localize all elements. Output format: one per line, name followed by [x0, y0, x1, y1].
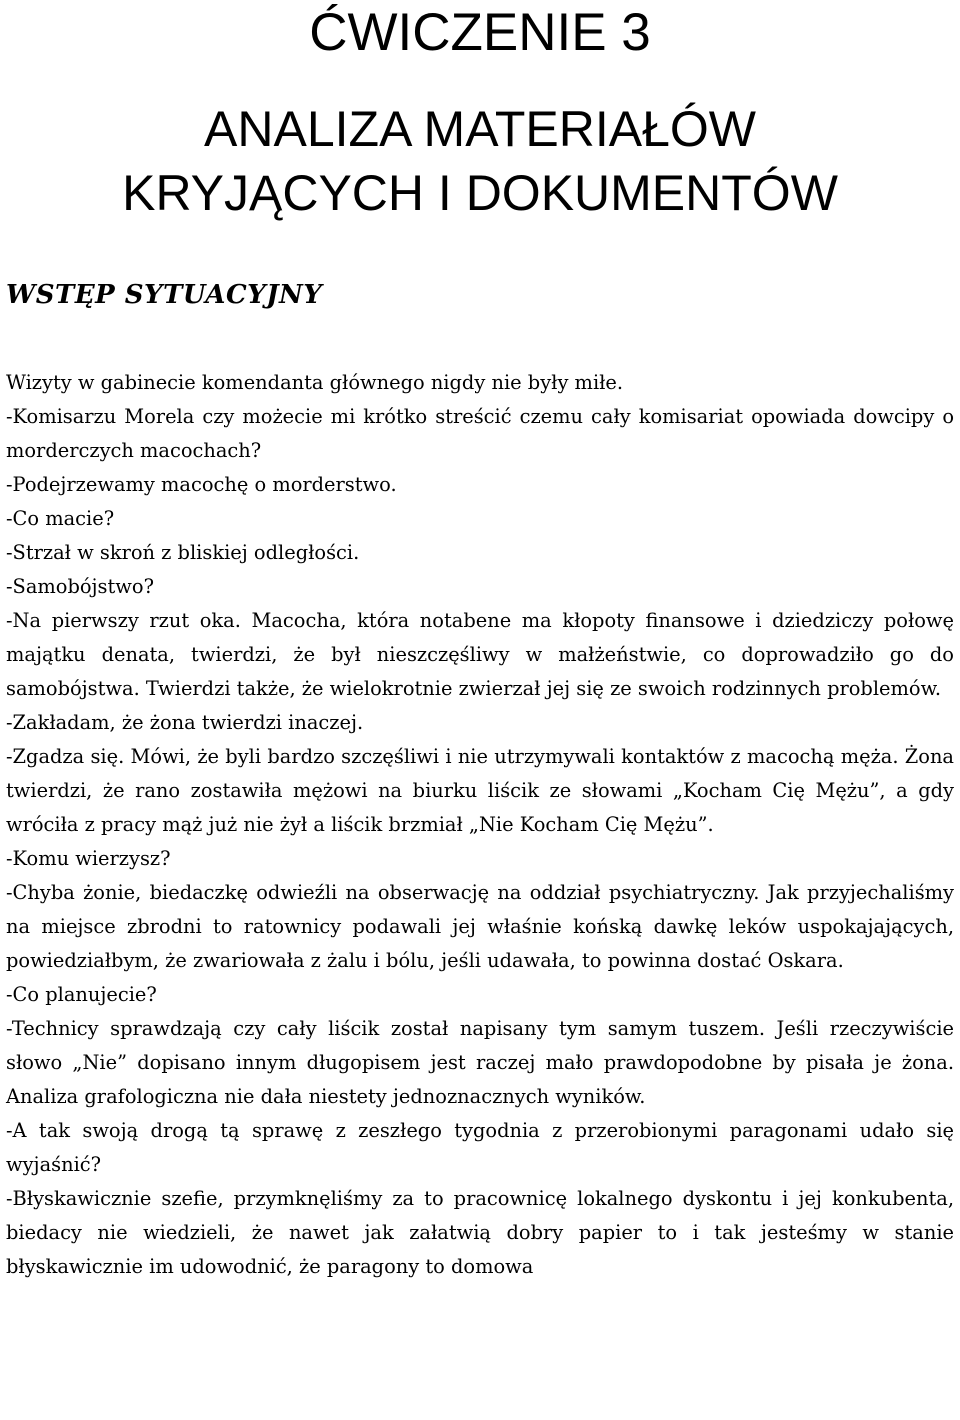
- document-subtitle-line-1: ANALIZA MATERIAŁÓW: [204, 101, 756, 157]
- paragraph-dialogue: -Podejrzewamy macochę o morderstwo.: [6, 473, 397, 496]
- paragraph-dialogue: -Komisarzu Morela czy możecie mi krótko streścić czemu cały komisariat opowiada dowcipy o morderczych macochach?: [6, 405, 954, 462]
- paragraph-dialogue: -Komu wierzysz?: [6, 847, 171, 870]
- paragraph-dialogue: -Chyba żonie, biedaczkę odwieźli na obserwację na oddział psychiatryczny. Jak przyjechaliśmy na miejsce zbrodni to ratownicy podawali jej właśnie końską dawkę leków uspokajających, powiedziałbym, że zwariowała z żalu i bólu, jeśli udawała, to powinna dostać Oskara.: [6, 881, 954, 972]
- paragraph-dialogue: -Technicy sprawdzają czy cały liścik został napisany tym samym tuszem. Jeśli rzeczywiście słowo „Nie” dopisano innym długopisem jest raczej mało prawdopodobne by pisała je żona. Analiza grafologiczna nie dała niestety jednoznacznych wyników.: [6, 1017, 954, 1108]
- paragraph-intro: Wizyty w gabinecie komendanta głównego nigdy nie były miłe.: [6, 371, 624, 394]
- paragraph-dialogue: -Błyskawicznie szefie, przymknęliśmy za to pracownicę lokalnego dyskontu i jej konkubenta, biedacy nie wiedzieli, że nawet jak załatwią dobry papier to i tak jesteśmy w stanie błyskawicznie im udowodnić, że paragony to domowa: [6, 1187, 954, 1278]
- section-heading: WSTĘP SYTUACYJNY: [6, 280, 323, 310]
- document-title: ĆWICZENIE 3: [309, 3, 651, 62]
- paragraph-dialogue: -Co macie?: [6, 507, 115, 530]
- paragraph-dialogue: -Na pierwszy rzut oka. Macocha, która notabene ma kłopoty finansowe i dziedziczy połowę majątku denata, twierdzi, że był nieszczęśliwy w małżeństwie, co doprowadziło go do samobójstwa. Twierdzi także, że wielokrotnie zwierzał jej się ze swoich rodzinnych problemów.: [6, 609, 954, 700]
- paragraph-dialogue: -Co planujecie?: [6, 983, 157, 1006]
- paragraph-dialogue: -Strzał w skroń z bliskiej odległości.: [6, 541, 360, 564]
- paragraph-dialogue: -Samobójstwo?: [6, 575, 154, 598]
- paragraph-dialogue: -Zgadza się. Mówi, że byli bardzo szczęśliwi i nie utrzymywali kontaktów z macochą męża. Żona twierdzi, że rano zostawiła mężowi na biurku liścik ze słowami „Kocham Cię Mężu”, a gdy wróciła z pracy mąż już nie żył a liścik brzmiał „Nie Kocham Cię Mężu”.: [6, 745, 954, 836]
- paragraph-dialogue: -Zakładam, że żona twierdzi inaczej.: [6, 711, 364, 734]
- document-subtitle-line-2: KRYJĄCYCH I DOKUMENTÓW: [122, 165, 838, 221]
- document-body: [6, 366, 954, 1284]
- paragraph-dialogue: -A tak swoją drogą tą sprawę z zeszłego tygodnia z przerobionymi paragonami udało się wyjaśnić?: [6, 1119, 954, 1176]
